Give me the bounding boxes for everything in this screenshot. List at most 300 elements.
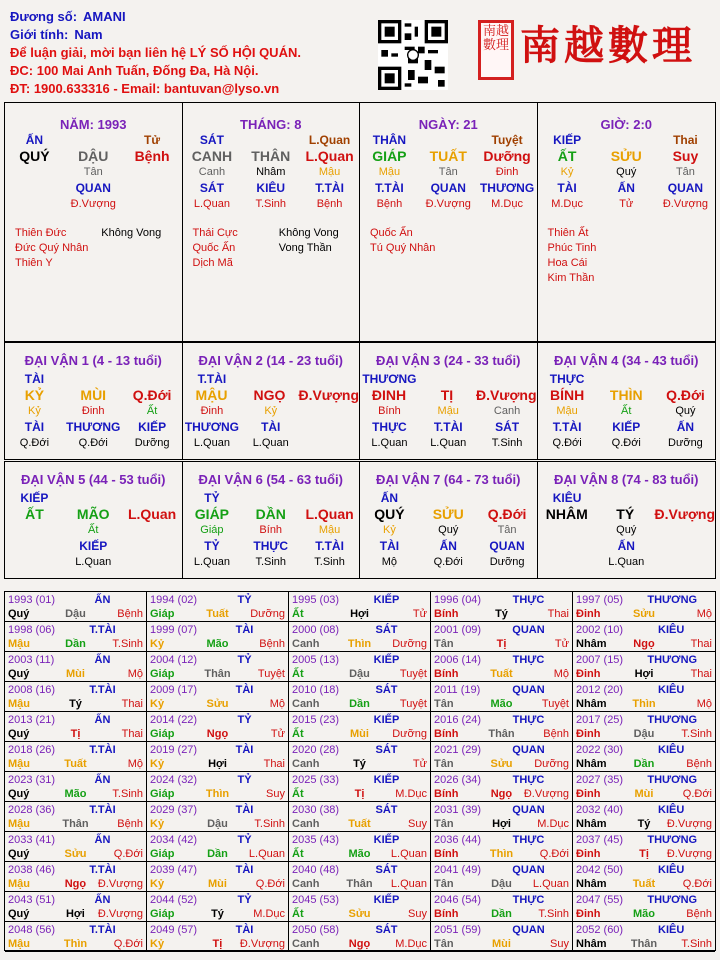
year-line-1 [150,593,285,607]
year-cell[interactable] [289,592,431,622]
year-stem: Canh [292,878,320,890]
dai-van-hidden-stem [5,403,182,419]
star-label: Thiên Đức [15,227,67,239]
star-label: Vong Thần [278,242,332,254]
pillar-stem-branch-cell: CANH [191,148,233,164]
year-cell[interactable] [573,592,715,622]
year-ten-god: SÁT [375,624,398,636]
year-ten-god: TÀI [235,924,254,936]
year-line-1 [8,863,143,877]
year-cell[interactable] [289,682,431,712]
pillar-hidden-phase-cell: Đ.Vượng [70,198,116,210]
contact-line-1: Để luận giải, mời bạn liên hệ LÝ SỐ HỘI QUÁN. [10,45,301,60]
pillar-stem-branch [538,148,716,164]
dai-van-cell[interactable] [5,343,183,459]
star-label [634,226,715,241]
year-ten-god: KIẾP [373,774,400,786]
dai-van-stem-branch-cell: MẬU [195,387,228,403]
year-branch: Hợi [634,668,654,680]
year-cell[interactable] [5,742,147,772]
year-cell[interactable] [573,742,715,772]
year-label: 2041 (49) [434,864,482,876]
dai-van-ten-god [183,371,360,387]
year-label: 2027 (35) [576,774,624,786]
year-phase: T.Sinh [681,938,712,950]
year-cell[interactable] [147,892,289,922]
year-ten-god: TỶ [237,894,252,906]
year-line-2 [434,817,569,831]
pillar-hidden-stem [538,164,716,180]
year-branch: Thân [488,728,515,740]
year-label: 2011 (19) [434,684,481,696]
year-phase: Tuyệt [541,698,569,710]
dai-van-cell[interactable] [183,343,361,459]
year-stem: Kỷ [150,638,165,650]
year-label: 2024 (32) [150,774,198,786]
year-branch: Ngọ [206,728,229,740]
year-cell[interactable] [5,892,147,922]
year-label: 2005 (13) [292,654,340,666]
year-line-1 [8,743,143,757]
year-label: 2033 (41) [8,834,56,846]
year-ten-god: KIÊU [658,804,685,816]
year-branch: Tị [639,848,649,860]
year-cell[interactable] [5,832,147,862]
year-ten-god: ẤN [94,894,111,906]
year-stem: Quý [8,608,30,620]
dai-van-title: ĐẠI VẬN 5 (44 - 53 tuổi) [21,472,166,487]
year-phase: Thai [547,608,569,620]
year-branch: Mão [64,788,87,800]
dai-van-cell[interactable] [183,462,361,578]
year-ten-god: KIÊU [658,924,685,936]
year-ten-god: KIÊU [658,864,685,876]
dai-van-hidden-god-cell: KIẾP [79,539,108,553]
year-line-1 [8,893,143,907]
year-branch: Tị [212,938,223,950]
year-stem: Nhâm [576,878,607,890]
year-ten-god: QUAN [512,864,545,876]
year-label: 2015 (23) [292,714,340,726]
year-ten-god: KIÊU [658,744,685,756]
year-phase: Đ.Vượng [666,848,712,860]
year-cell[interactable] [573,922,715,952]
dai-van-hidden-god [360,538,537,554]
dai-van-stem-branch-cell: QUÝ [374,506,405,522]
dai-van-hidden-god-cell: T.TÀI [433,420,463,434]
year-cell[interactable] [147,622,289,652]
pillar-hidden-god [360,180,537,196]
year-ten-god: QUAN [512,684,545,696]
year-ten-god: KIẾP [373,894,400,906]
star-label: Quốc Ấn [370,227,413,239]
year-branch: Thân [204,668,231,680]
year-line-2 [292,847,427,861]
year-branch: Mão [490,698,513,710]
dai-van-hidden-stem-cell: Đinh [200,405,224,417]
dai-van-hidden-god [538,419,716,435]
year-line-2 [8,697,143,711]
year-cell[interactable] [289,922,431,952]
year-label: 2047 (55) [576,894,624,906]
year-line-1 [150,623,285,637]
year-branch: Thân [62,818,89,830]
dai-van-top: TÀI [24,372,45,386]
year-cell[interactable] [147,742,289,772]
year-stem: Giáp [150,608,175,620]
year-label: 2044 (52) [150,894,198,906]
year-stem: Quý [8,728,30,740]
year-line-2 [150,637,285,651]
dai-van-hidden-god-cell: ẤN [676,420,695,434]
year-line-1 [150,893,285,907]
star-label: Không Vong [278,227,339,239]
pillar-stem-branch-cell: L.Quan [305,148,354,164]
dai-van-hidden-god-cell: TÀI [24,420,45,434]
dai-van-stem-branch-cell: SỬU [432,506,464,522]
gender-label: Giới tính: [10,27,69,42]
year-stem: Bính [434,848,459,860]
year-cell[interactable] [5,592,147,622]
year-label: 1993 (01) [8,594,56,606]
dai-van-stem-branch-cell: MÃO [76,506,110,522]
year-ten-god: TÀI [235,864,254,876]
dai-van-cell[interactable] [360,343,538,459]
year-line-2 [434,607,569,621]
dai-van-ten-god [538,490,716,506]
year-stem: Canh [292,698,320,710]
year-branch: Sửu [632,608,655,620]
year-line-2 [434,667,569,681]
year-label: 2037 (45) [576,834,624,846]
year-line-2 [8,667,143,681]
year-ten-god: SÁT [375,864,398,876]
year-cell[interactable] [147,712,289,742]
year-cell[interactable] [573,622,715,652]
year-line-2 [292,697,427,711]
star-label [101,256,181,271]
year-line-1 [292,893,427,907]
dai-van-hidden-god-cell: TÀI [379,539,400,553]
year-branch: Tý [211,908,224,920]
year-line-2 [150,907,285,921]
pillar-hidden-god-cell: KIÊU [256,181,286,195]
year-cell[interactable] [289,832,431,862]
pillar-column [5,103,183,341]
dai-van-stem-branch [360,506,537,522]
year-line-1 [434,803,569,817]
year-line-2 [150,757,285,771]
year-label: 2017 (25) [576,714,624,726]
year-line-1 [292,593,427,607]
star-label [634,241,715,256]
dai-van-stem-branch-cell: ĐINH [371,387,407,403]
dai-van-title: ĐẠI VẬN 3 (24 - 33 tuổi) [376,353,521,368]
pillar-ten-god-cell: ẤN [25,133,44,147]
pillar-stars [360,226,537,256]
year-cell[interactable] [5,922,147,952]
pillar-stem-branch [5,148,182,164]
year-stem: Mậu [8,758,30,770]
dai-van-hidden-phase-cell: Mộ [381,556,398,568]
year-cell[interactable] [431,682,573,712]
dai-van-hidden-stem-cell: Kỷ [264,405,278,417]
year-line-1 [150,653,285,667]
year-label: 1996 (04) [434,594,482,606]
year-cell[interactable] [5,712,147,742]
pillar-hidden-phase [538,196,716,212]
year-line-2 [8,787,143,801]
contact-line-3[interactable]: ĐT: 1900.633316 - Email: bantuvan@lyso.vn [10,81,280,96]
year-cell[interactable] [431,712,573,742]
dai-van-cell[interactable] [538,462,716,578]
year-line-1 [8,683,143,697]
year-cell[interactable] [431,592,573,622]
dai-van-stem-branch-cell: KỶ [24,387,45,403]
year-line-1 [150,743,285,757]
year-cell[interactable] [431,622,573,652]
year-ten-god: TÀI [235,744,254,756]
year-phase: Mộ [127,668,143,680]
year-cell[interactable] [431,832,573,862]
dai-van-stem-branch-cell: MÙI [80,387,107,403]
dai-van-title: ĐẠI VẬN 4 (34 - 43 tuổi) [554,353,699,368]
year-ten-god: SÁT [375,744,398,756]
star-label: Kim Thần [547,272,595,284]
pillar-ten-god [360,132,537,148]
year-stem: Quý [8,788,30,800]
year-cell[interactable] [5,772,147,802]
pillar-stem-branch [183,148,360,164]
year-branch: Thìn [63,938,88,950]
pillar-title: NĂM: 1993 [60,117,127,132]
year-line-2 [576,787,712,801]
year-branch: Hợi [492,818,511,830]
dai-van-stem-branch-cell: DẦN [255,506,286,522]
pillar-ten-god-cell: SÁT [199,133,224,147]
dai-van-hidden-god-cell: KIẾP [138,420,167,434]
year-cell[interactable] [573,862,715,892]
year-phase: Tử [412,608,427,620]
year-branch: Mão [632,908,655,920]
year-cell[interactable] [289,742,431,772]
pillar-hidden-god-cell: T.TÀI [375,181,404,195]
dai-van-hidden-stem [360,403,537,419]
year-label: 1997 (05) [576,594,624,606]
pillar-column [360,103,538,341]
year-cell[interactable] [573,682,715,712]
year-cell[interactable] [431,922,573,952]
year-branch: Dần [65,638,86,650]
year-cell[interactable] [573,802,715,832]
dai-van-top: TỶ [204,491,220,505]
star-label [634,271,715,286]
year-cell[interactable] [431,802,573,832]
year-cell[interactable] [147,802,289,832]
star-label: Thiên Ất [547,227,589,239]
qr-code-icon[interactable] [378,20,448,90]
year-phase: Bệnh [117,608,143,620]
dai-van-title: ĐẠI VẬN 8 (74 - 83 tuổi) [554,472,699,487]
dai-van-ten-god [5,371,182,387]
year-line-1 [8,653,143,667]
year-ten-god: QUAN [512,744,545,756]
year-branch: Sửu [348,908,371,920]
year-label: 2001 (09) [434,624,482,636]
pillar-hidden-phase-cell: Tử [619,198,634,210]
seal-stamp: 南越數理 [478,20,514,80]
year-stem: Kỷ [150,818,165,830]
dai-van-stem-branch-cell: Đ.Vượng [654,506,716,522]
year-cell[interactable] [147,922,289,952]
pillar-stars [5,226,182,271]
year-cell[interactable] [289,862,431,892]
dai-van-hidden-phase-cell: Dưỡng [489,556,525,568]
year-cell[interactable] [5,682,147,712]
pillar-hidden-god-cell: QUAN [667,181,704,195]
year-branch: Tý [353,758,366,770]
dai-van-hidden-stem [538,522,716,538]
year-branch: Sửu [490,758,513,770]
year-ten-god: THƯƠNG [647,594,698,606]
year-ten-god: ẤN [94,774,111,786]
year-label: 1999 (07) [150,624,198,636]
gender-value: Nam [74,27,103,42]
year-ten-god: ẤN [94,834,111,846]
year-cell[interactable] [289,892,431,922]
year-stem: Nhâm [576,698,607,710]
year-cell[interactable] [147,862,289,892]
year-cell[interactable] [431,892,573,922]
dai-van-ten-god [360,490,537,506]
year-line-1 [8,773,143,787]
year-label: 2019 (27) [150,744,198,756]
year-cell[interactable] [573,652,715,682]
year-line-2 [8,907,143,921]
year-stem: Mậu [8,878,30,890]
year-cell[interactable] [289,712,431,742]
dai-van-cell[interactable] [538,343,716,459]
dai-van-ten-god [5,490,182,506]
year-phase: Tuyệt [399,698,427,710]
year-label: 2043 (51) [8,894,56,906]
pillar-stem-branch-cell: GIÁP [372,148,407,164]
pillar-hidden-stem-cell: Kỷ [560,166,574,178]
year-line-2 [434,697,569,711]
year-cell[interactable] [573,772,715,802]
dai-van-hidden-phase-cell: L.Quan [608,556,645,568]
name-value: AMANI [83,9,126,24]
year-branch: Tị [354,788,365,800]
dai-van-hidden-phase-cell: Q.Đới [611,437,641,449]
year-ten-god: TÀI [235,804,254,816]
year-phase: Dưỡng [392,728,427,740]
year-line-1 [434,653,569,667]
pillar-hidden-stem-cell: Tân [438,166,458,178]
year-cell[interactable] [147,592,289,622]
year-cell[interactable] [431,772,573,802]
star-label [634,256,715,271]
year-label: 2009 (17) [150,684,198,696]
dai-van-hidden-stem-cell: Mậu [318,524,341,536]
year-cell[interactable] [289,802,431,832]
year-cell[interactable] [147,772,289,802]
year-cell[interactable] [431,862,573,892]
year-phase: Dưỡng [392,638,427,650]
dai-van-hidden-phase [538,554,716,570]
dai-van-title: ĐẠI VẬN 7 (64 - 73 tuổi) [376,472,521,487]
dai-van-hidden-phase-cell: Q.Đới [19,437,50,449]
year-stem: Tân [434,758,454,770]
year-cell[interactable] [289,772,431,802]
year-cell[interactable] [147,652,289,682]
dai-van-hidden-god-cell: THƯƠNG [66,420,121,434]
dai-van-top: THỰC [549,372,585,386]
year-branch: Mùi [350,728,369,740]
pillar-hidden-god-cell: THƯƠNG [479,181,535,195]
year-ten-god: THỰC [512,774,545,786]
pillar-stem-branch-cell: Bệnh [134,148,170,164]
year-cell[interactable] [147,682,289,712]
dai-van-hidden-phase [360,554,537,570]
year-cell[interactable] [573,712,715,742]
dai-van-cell[interactable] [5,462,183,578]
year-branch: Thân [630,938,658,950]
year-cell[interactable] [289,622,431,652]
year-cell[interactable] [573,892,715,922]
year-label: 2030 (38) [292,804,340,816]
year-label: 2016 (24) [434,714,482,726]
year-cell[interactable] [5,802,147,832]
year-label: 2026 (34) [434,774,482,786]
dai-van-hidden-stem-cell: Giáp [200,524,224,536]
year-cell[interactable] [573,832,715,862]
year-stem: Quý [8,908,30,920]
year-line-1 [8,803,143,817]
year-label: 2028 (36) [8,804,56,816]
year-cell[interactable] [5,652,147,682]
year-cell[interactable] [431,742,573,772]
year-phase: M.Dục [395,938,427,950]
pillar-ten-god-cell: L.Quan [308,133,351,147]
year-ten-god: TỶ [237,594,252,606]
year-label: 1994 (02) [150,594,198,606]
year-cell[interactable] [431,652,573,682]
pillar-column [183,103,361,341]
dai-van-stem-branch [360,387,537,403]
dai-van-cell[interactable] [360,462,538,578]
year-stem: Đinh [576,848,601,860]
year-stem: Quý [8,668,30,680]
year-line-1 [576,743,712,757]
year-cell[interactable] [5,862,147,892]
year-line-2 [292,607,427,621]
year-ten-god: THƯƠNG [647,894,698,906]
year-cell[interactable] [5,622,147,652]
pillar-stem-branch-cell: THÂN [251,148,291,164]
year-line-2 [576,847,712,861]
year-cell[interactable] [147,832,289,862]
year-phase: Bệnh [259,638,285,650]
year-cell[interactable] [289,652,431,682]
dai-van-stem-branch-cell: L.Quan [305,506,354,522]
dai-van-stem-branch-cell: L.Quan [127,506,177,522]
year-branch: Hợi [65,908,85,920]
year-branch: Tý [495,608,508,620]
dai-van-hidden-god-cell: THỰC [372,420,407,434]
year-ten-god: SÁT [375,924,398,936]
year-stem: Nhâm [576,818,607,830]
